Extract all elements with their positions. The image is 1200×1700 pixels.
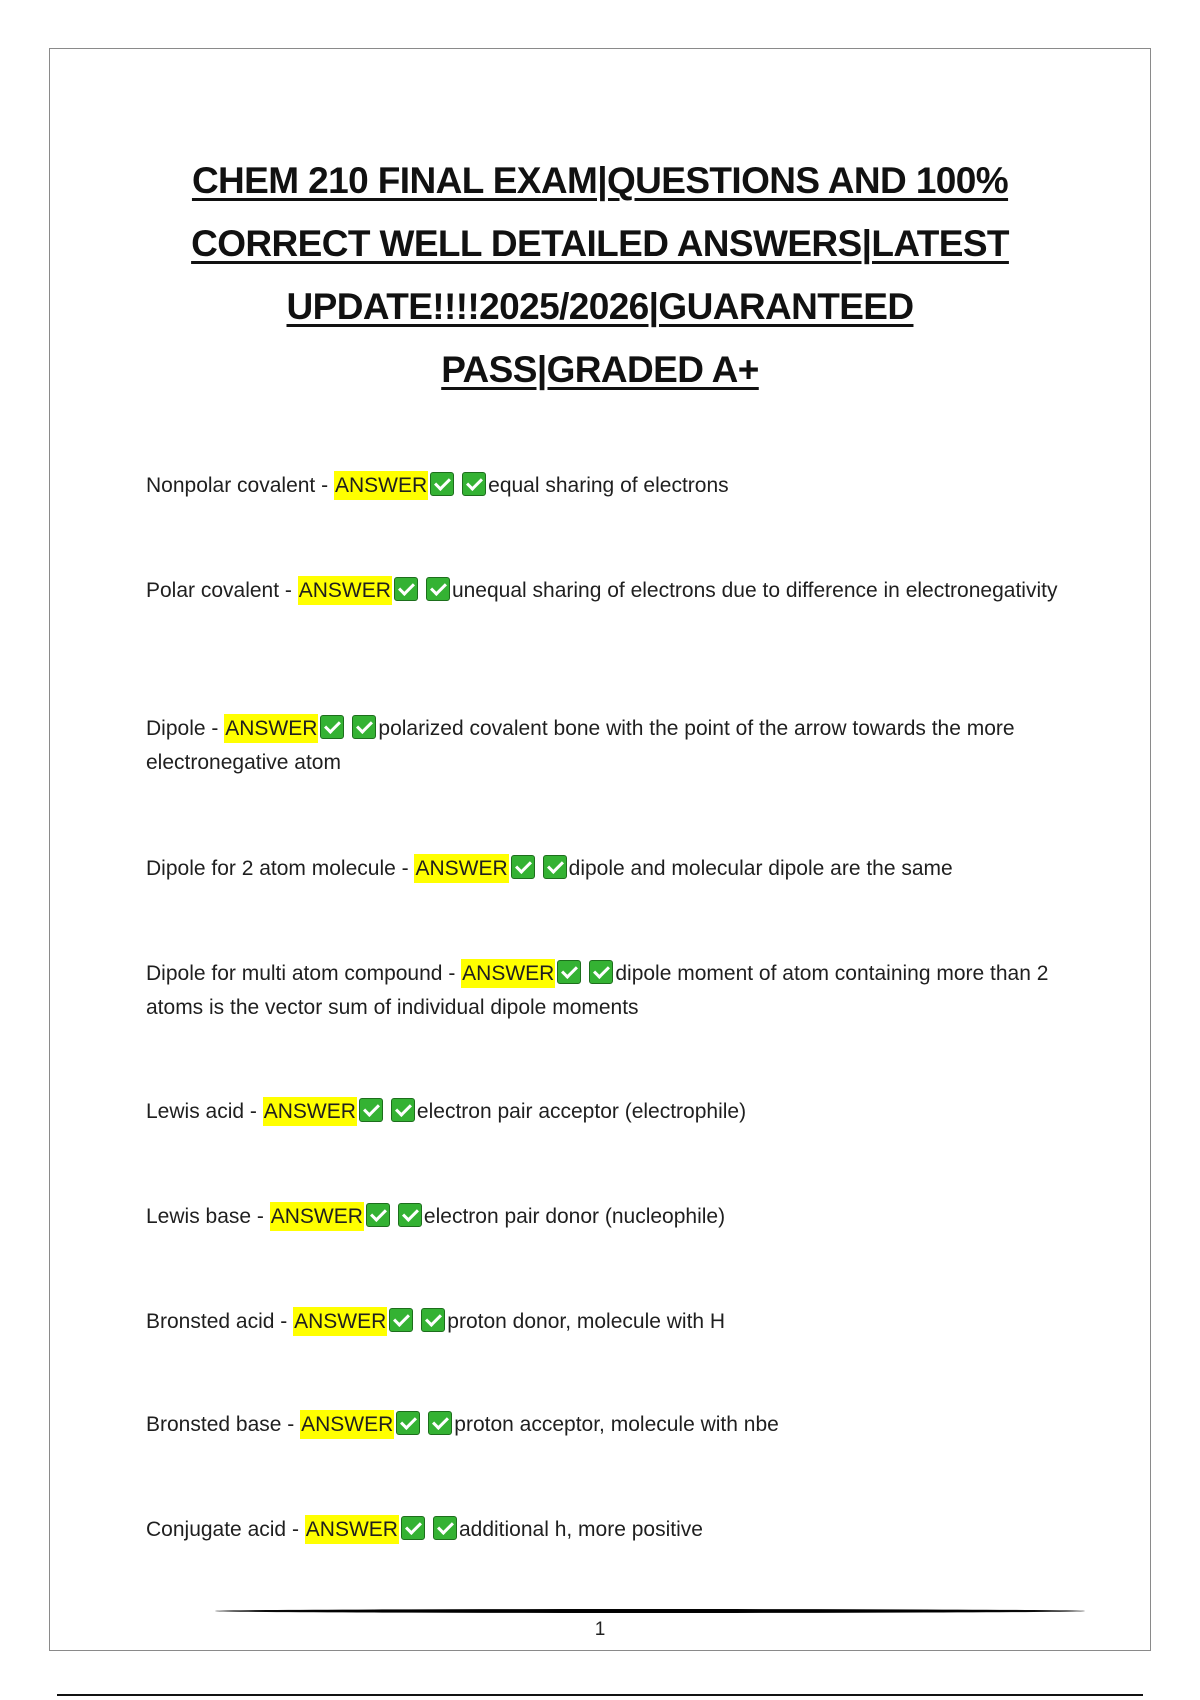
qa-item xyxy=(146,852,1106,886)
answer-highlight-label: ANSWER xyxy=(298,576,392,605)
qa-answer: dipole and molecular dipole are the same xyxy=(568,857,953,880)
qa-separator: - xyxy=(286,1518,305,1541)
qa-term: Lewis base xyxy=(146,1205,252,1228)
check-mark-button-icon xyxy=(394,577,418,601)
qa-answer: dipole moment of atom containing more than 2 atoms is the vector sum of individual dipole moments xyxy=(146,962,1049,1019)
qa-term: Dipole for multi atom compound xyxy=(146,962,443,985)
qa-item xyxy=(146,957,1106,1025)
qa-answer: additional h, more positive xyxy=(458,1518,703,1541)
qa-separator: - xyxy=(442,962,462,985)
qa-item xyxy=(146,1408,1106,1442)
title-line-3 xyxy=(150,275,1050,338)
qa-term: Bronsted acid xyxy=(146,1310,275,1333)
qa-term: Dipole xyxy=(146,717,206,740)
qa-term: Dipole for 2 atom molecule xyxy=(146,857,396,880)
qa-item xyxy=(146,1095,1106,1129)
page-number: 1 xyxy=(594,1619,606,1640)
qa-answer: proton donor, molecule with H xyxy=(447,1310,726,1333)
check-mark-button-icon xyxy=(462,472,486,496)
check-mark-button-icon xyxy=(426,577,450,601)
qa-answer: electron pair acceptor (electrophile) xyxy=(416,1100,747,1123)
qa-answer: unequal sharing of electrons due to difference in electronegativity xyxy=(451,579,1058,602)
footer-divider xyxy=(215,1609,1085,1613)
check-mark-button-icon xyxy=(396,1411,420,1435)
qa-term: Conjugate acid xyxy=(146,1518,287,1541)
check-mark-button-icon xyxy=(391,1098,415,1122)
document-title xyxy=(150,149,1050,401)
check-mark-button-icon xyxy=(389,1308,413,1332)
check-mark-button-icon xyxy=(428,1411,452,1435)
qa-item xyxy=(146,1305,1106,1339)
check-mark-button-icon xyxy=(398,1203,422,1227)
qa-answer: proton acceptor, molecule with nbe xyxy=(454,1413,779,1436)
answer-highlight-label: ANSWER xyxy=(305,1515,399,1544)
check-mark-button-icon xyxy=(421,1308,445,1332)
page-bottom-divider xyxy=(57,1694,1143,1696)
answer-highlight-label: ANSWER xyxy=(224,714,318,743)
check-mark-button-icon xyxy=(430,472,454,496)
qa-item xyxy=(146,712,1106,780)
answer-highlight-label: ANSWER xyxy=(334,471,428,500)
qa-separator: - xyxy=(205,717,225,740)
answer-highlight-label: ANSWER xyxy=(270,1202,364,1231)
answer-highlight-label: ANSWER xyxy=(293,1307,387,1336)
qa-separator: - xyxy=(395,857,415,880)
document-page xyxy=(49,48,1151,1651)
answer-highlight-label: ANSWER xyxy=(300,1410,394,1439)
check-mark-button-icon xyxy=(320,715,344,739)
qa-term: Polar covalent xyxy=(146,579,280,602)
check-mark-button-icon xyxy=(359,1098,383,1122)
qa-answer: electron pair donor (nucleophile) xyxy=(423,1205,726,1228)
title-line-4 xyxy=(150,338,1050,401)
title-line-text: PASS|GRADED A+ xyxy=(441,349,759,390)
qa-item xyxy=(146,469,1106,503)
qa-separator: - xyxy=(244,1100,263,1123)
answer-highlight-label: ANSWER xyxy=(461,959,555,988)
qa-item xyxy=(146,1200,1106,1234)
qa-item xyxy=(146,574,1106,608)
check-mark-button-icon xyxy=(433,1516,457,1540)
check-mark-button-icon xyxy=(589,960,613,984)
qa-term: Nonpolar covalent xyxy=(146,474,316,497)
title-line-text: CORRECT WELL DETAILED ANSWERS|LATEST xyxy=(191,223,1009,264)
title-line-text: UPDATE!!!!2025/2026|GUARANTEED xyxy=(286,286,914,327)
check-mark-button-icon xyxy=(401,1516,425,1540)
check-mark-button-icon xyxy=(366,1203,390,1227)
qa-term: Bronsted base xyxy=(146,1413,282,1436)
qa-separator: - xyxy=(281,1413,301,1436)
title-line-1 xyxy=(150,149,1050,212)
title-line-text: CHEM 210 FINAL EXAM|QUESTIONS AND 100% xyxy=(191,160,1009,201)
answer-highlight-label: ANSWER xyxy=(263,1097,357,1126)
answer-highlight-label: ANSWER xyxy=(414,854,508,883)
title-line-2 xyxy=(150,212,1050,275)
qa-term: Lewis acid xyxy=(146,1100,245,1123)
qa-separator: - xyxy=(274,1310,294,1333)
qa-separator: - xyxy=(251,1205,270,1228)
check-mark-button-icon xyxy=(543,855,567,879)
check-mark-button-icon xyxy=(511,855,535,879)
qa-answer: polarized covalent bone with the point of the arrow towards the more electronegative atom xyxy=(146,717,1015,774)
qa-item xyxy=(146,1513,1106,1547)
check-mark-button-icon xyxy=(352,715,376,739)
qa-answer: equal sharing of electrons xyxy=(488,474,729,497)
qa-separator: - xyxy=(315,474,334,497)
qa-separator: - xyxy=(279,579,298,602)
check-mark-button-icon xyxy=(557,960,581,984)
